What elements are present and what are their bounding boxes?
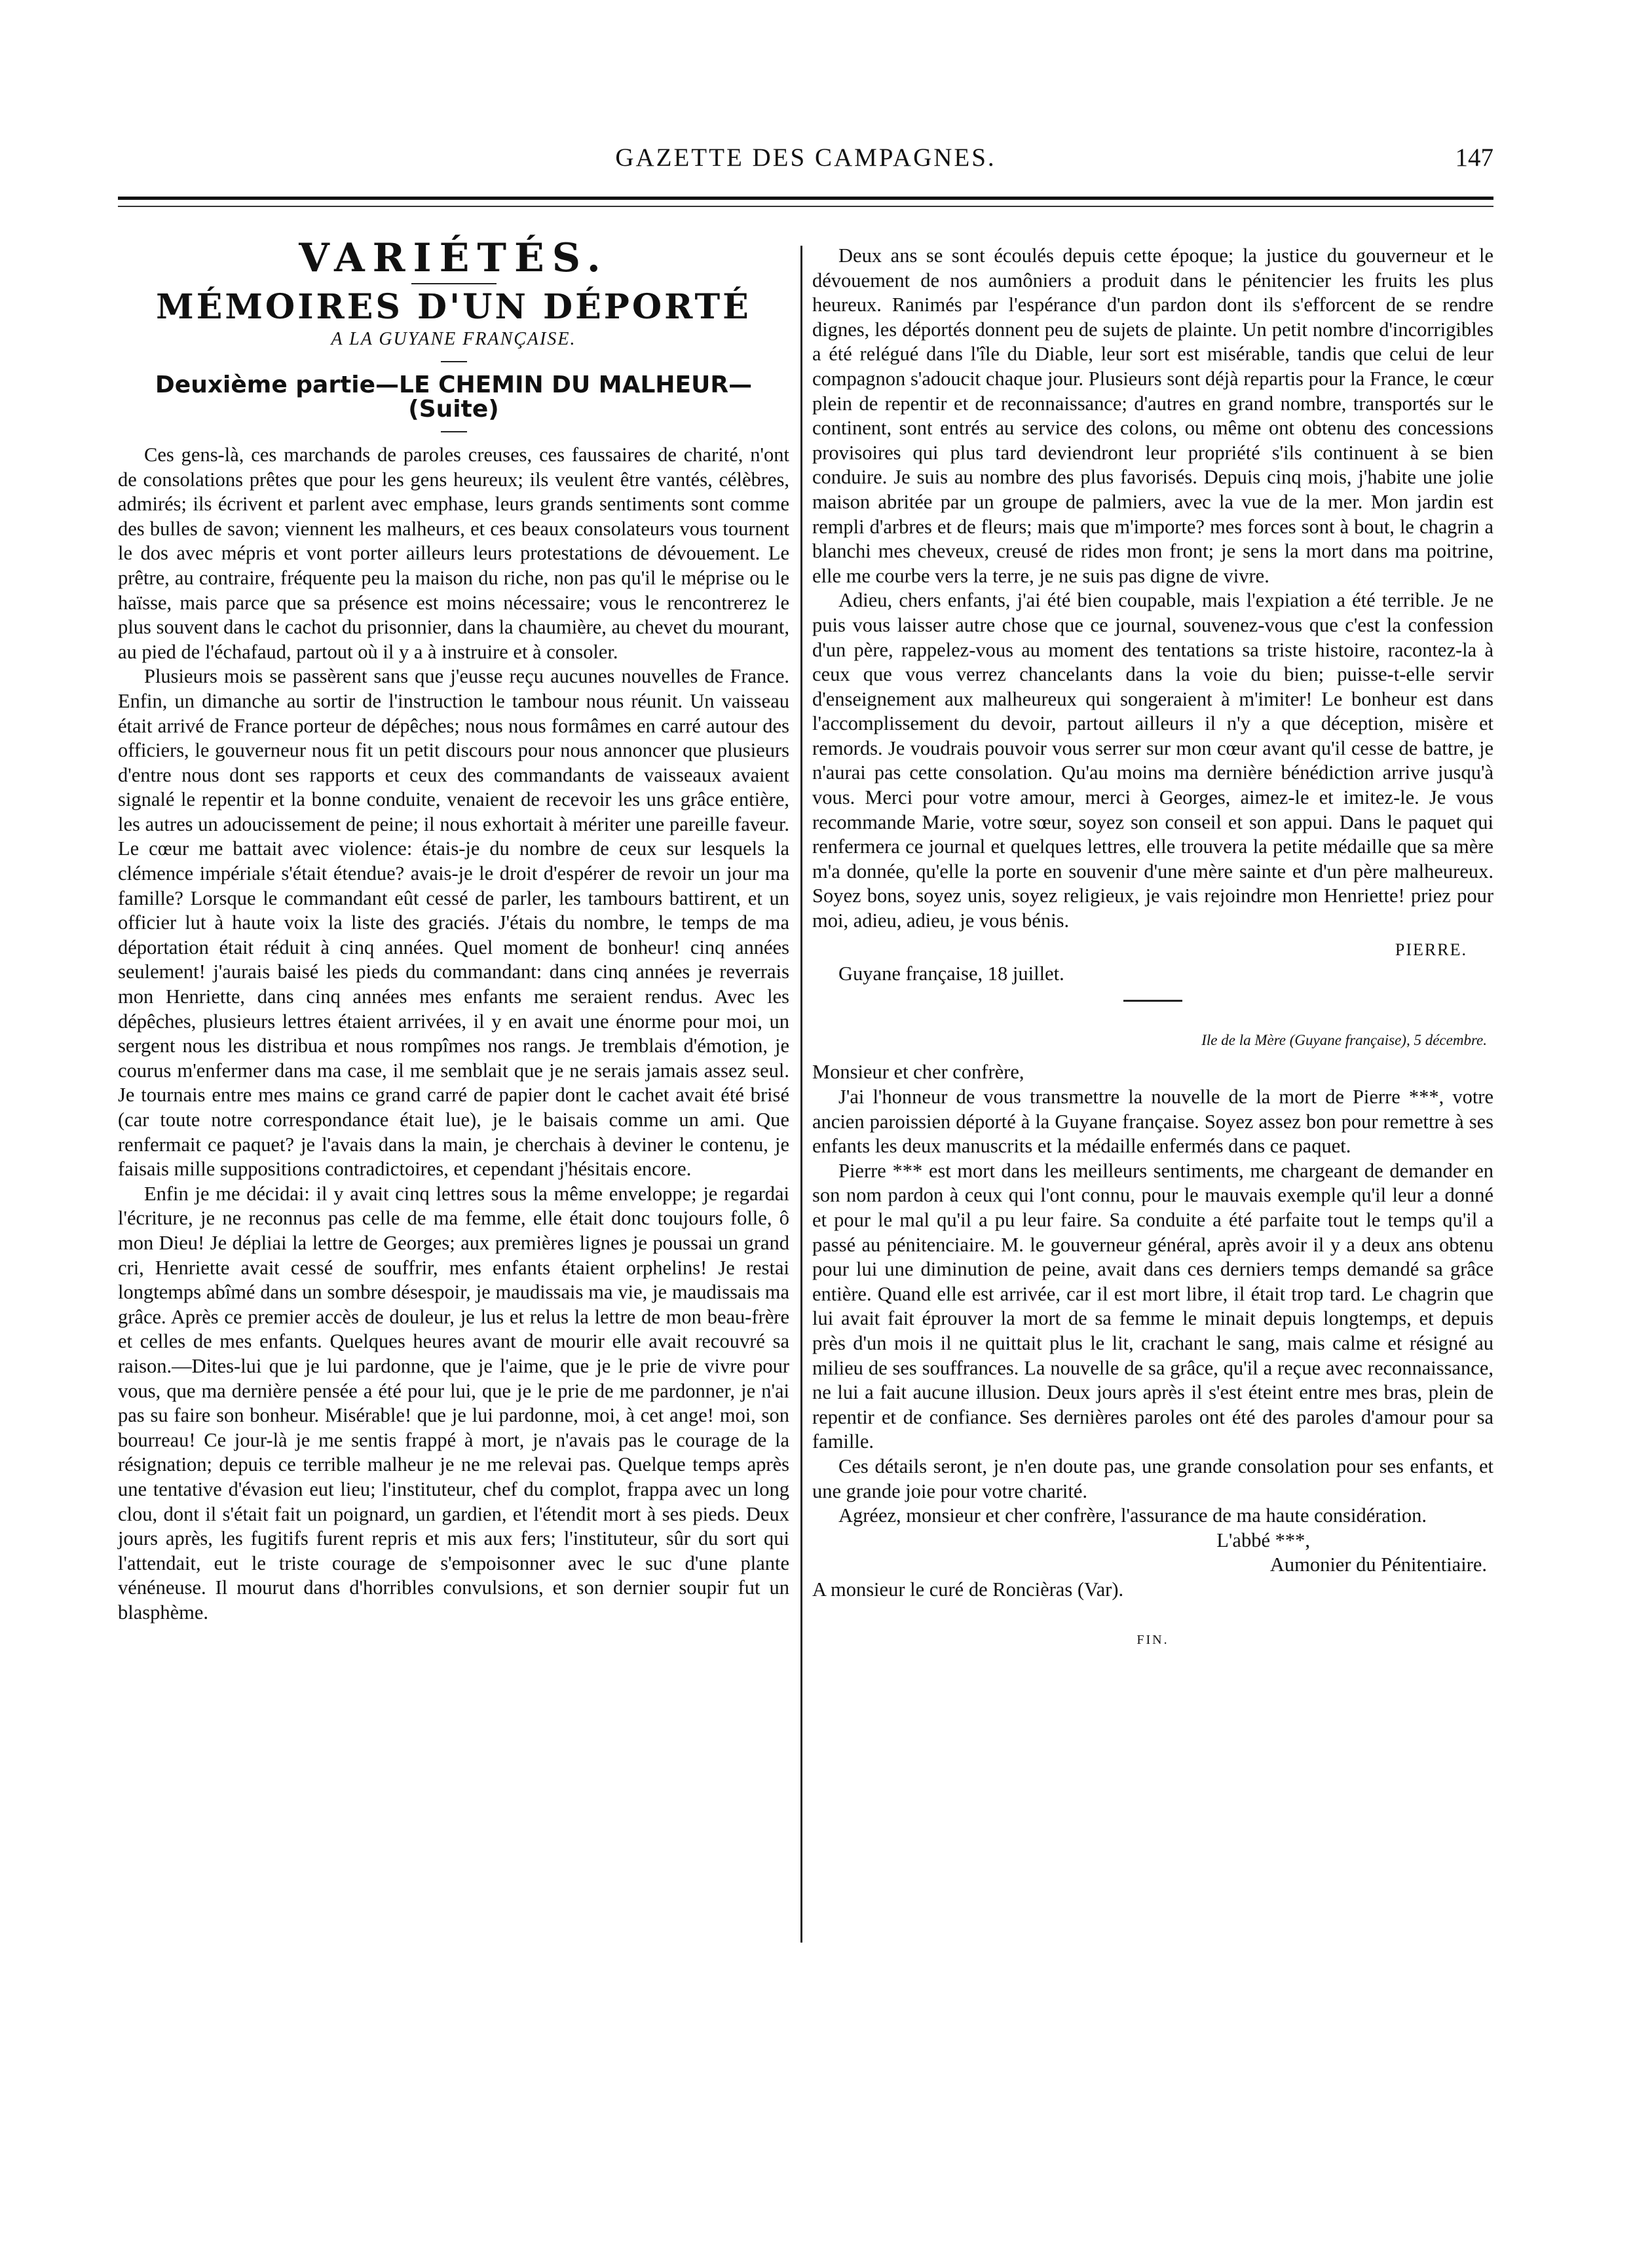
header-rule-thin (118, 206, 1493, 207)
place-date: Guyane française, 18 juillet. (838, 962, 1064, 985)
letter-paragraph: Agréez, monsieur et cher confrère, l'assurance de ma haute considération. (838, 1504, 1427, 1527)
page-header (118, 143, 1493, 180)
left-column (118, 235, 789, 1625)
article-title: MÉMOIRES D'UN DÉPORTÉ (156, 286, 751, 327)
paragraph: Plusieurs mois se passèrent sans que j'eusse reçu aucunes nouvelles de France. Enfin, un dimanche au sortir de l'instruction le tambour nous réunit. Un vaisseau était arrivé de France porteur de dépêches; nous nous formâmes en carré autour des officiers, le gouverneur nous fit un petit discours pour nous annoncer que plusieurs d'entre nous dont ses rapports et ceux des commandants de vaisseaux avaient signalé le repentir et la bonne conduite, venaient de recevoir les uns grâce entière, les autres un adoucissement de peine; il nous exhortait à mériter une pareille faveur. Le cœur me battait avec violence: étais-je du nombre de ceux sur lesquels la clémence impériale s'était étendue? avais-je le droit d'espérer de revoir un jour ma famille? Lorsque le commandant eût cessé de parler, les tambours battirent, et un officier lut à haute voix la liste des graciés. J'étais du nombre, le temps de ma déportation était réduit à cinq années. Quel moment de bonheur! cinq années seulement! j'aurais baisé les pieds du commandant: dans cinq années je reverrais mon Henriette, dans cinq années mes enfants me seraient rendus. Avec les dépêches, plusieurs lettres étaient arrivées, il y en avait une énorme pour moi, un sergent nous les distribua et nous rompîmes nos rangs. Je tremblais d'émotion, je courus m'enfermer dans ma case, il me semblait que je ne serais jamais assez seul. Je tournais entre mes mains ce grand carré de papier dont le cachet avait été brisé (car toute notre correspondance était lue), je le baisais comme un ami. Que renfermait ce paquet? je l'avais dans la main, je cherchais à deviner le contenu, je faisais mille suppositions contradictoires, et cependant j'hésitais encore. (118, 665, 789, 1181)
letter-address: A monsieur le curé de Roncièras (Var). (812, 1578, 1124, 1601)
article-subtitle: A LA GUYANE FRANÇAISE. (331, 329, 576, 350)
page-number: 147 (1455, 143, 1493, 172)
letter-salutation: Monsieur et cher confrère, (812, 1061, 1024, 1084)
paragraph: Adieu, chers enfants, j'ai été bien coupable, mais l'expiation a été terrible. Je ne puis vous laisser autre chose que ce journal, souvenez-vous que c'est la confession d'un père, rappelez-vous au moment des tentations sa triste histoire, racontez-la à ceux que vous verrez chancelants dans la voie du bien; puisse-t-elle servir d'enseignement aux malheureux qui songeraient à m'imiter! Le bonheur est dans l'accomplissement du devoir, partout ailleurs il n'y a que déception, misère et remords. Je voudrais pouvoir vous serrer sur mon cœur avant qu'il cesse de battre, je n'aurai pas cette consolation. Qu'au moins ma dernière bénédiction arrive jusqu'à vous. Merci pour votre amour, merci à Georges, aimez-le et imitez-le. Je vous recommande Marie, votre sœur, soyez son conseil et son appui. Dans le paquet qui renfermera ce journal et quelques lettres, elle trouvera la petite médaille que sa mère m'a donnée, qu'elle la porte en souvenir d'une mère sainte et d'un père malheureux. Soyez bons, soyez unis, soyez religieux, je vais rejoindre mon Henriette! priez pour moi, adieu, adieu, je vous bénis. (812, 589, 1493, 932)
letter-paragraph: J'ai l'honneur de vous transmettre la nouvelle de la mort de Pierre ***, votre ancien paroissien déporté à la Guyane française. Soyez assez bon pour remettre à ses enfants les deux manuscrits et la médaille enfermés dans ce paquet. (812, 1086, 1493, 1158)
letter-paragraph: Ces détails seront, je n'en doute pas, une grande consolation pour ses enfants, et une grande joie pour votre charité. (812, 1454, 1493, 1502)
running-title: GAZETTE DES CAMPAGNES. (615, 143, 996, 172)
fin-mark: FIN. (1136, 1633, 1169, 1648)
header-rule (118, 197, 1493, 200)
letter-signature: L'abbé ***, (1216, 1529, 1310, 1551)
subtitle-rule (441, 361, 467, 362)
part-rule (441, 431, 467, 432)
column-divider (800, 246, 802, 1943)
section-title: VARIÉTÉS. (299, 235, 609, 281)
letter-divider (1123, 1000, 1182, 1002)
part-title: Deuxième partie—LE CHEMIN DU MALHEUR—(Suite) (155, 371, 753, 423)
letter-paragraph: Pierre *** est mort dans les meilleurs sentiments, me chargeant de demander en son nom pardon à ceux qui l'ont connu, pour le mauvais exemple qu'il leur a donné et pour le mal qu'il a pu leur faire. Sa conduite a été parfaite tout le temps qu'il a passé au pénitenciaire. M. le gouverneur général, après avoir il y a deux ans obtenu pour lui une diminution de peine, avait dans ces derniers temps demandé sa grâce entière. Quand elle est arrivée, car il est mort libre, il était trop tard. Le chagrin que lui avait fait éprouver la mort de sa femme le minait depuis longtemps, et depuis près d'un mois il ne quittait plus le lit, crachant le sang, mais calme et résigné au milieu de ses souffrances. La nouvelle de sa grâce, qu'il a reçue avec reconnaissance, ne lui a fait aucune illusion. Deux jours après il s'est éteint entre mes bras, plein de repentir et de confiance. Ses dernières paroles ont été des paroles d'amour pour sa famille. (812, 1159, 1493, 1453)
right-column (812, 244, 1493, 1653)
paragraph: Deux ans se sont écoulés depuis cette époque; la justice du gouverneur et le dévouement de nos aumôniers a produit dans le pénitencier les fruits les plus heureux. Ranimés par l'espérance d'un pardon dont ils s'efforcent de se rendre dignes, les déportés donnent peu de sujets de plainte. Un petit nombre d'incorrigibles a été relégué dans l'île du Diable, leur sort est misérable, tandis que celui de leur compagnon s'adoucit chaque jour. Plusieurs sont déjà repartis pour la France, le cœur plein de repentir et de reconnaissance; d'autres en grand nombre, transportés sur le continent, sont entrés au service des colons, ou même ont obtenu des concessions provisoires qui plus tard deviendront leur propriété s'ils continuent à se bien conduire. Je suis au nombre des plus favorisés. Depuis cinq mois, j'habite une jolie maison abritée par un groupe de palmiers, avec la vue de la mer. Mon jardin est rempli d'arbres et de fleurs; mais que m'importe? mes forces sont à bout, le chagrin a blanchi mes cheveux, creusé de rides mon front; je sens la mort dans ma poitrine, elle me courbe vers la terre, je ne suis pas digne de vivre. (812, 244, 1493, 587)
letter-role: Aumonier du Pénitentiaire. (1269, 1553, 1487, 1576)
signature: PIERRE. (1395, 940, 1467, 959)
section-rule (411, 283, 497, 284)
paragraph: Enfin je me décidai: il y avait cinq lettres sous la même enveloppe; je regardai l'écriture, je ne reconnus pas celle de ma femme, elle était donc toujours folle, ô mon Dieu! Je dépliai la lettre de Georges; aux premières lignes je poussai un grand cri, Henriette avait cessé de souffrir, mes enfants étaient orphelins! Je restai longtemps abîmé dans un sombre désespoir, je maudissais ma vie, je maudissais ma grâce. Après ce premier accès de douleur, je lus et relus la lettre de mon beau-frère et celles de mes enfants. Quelques heures avant de mourir elle avait recouvré sa raison.—Dites-lui que je lui pardonne, que je l'aime, que je le prie de vivre pour vous, que ma dernière pensée a été pour lui, que je le prie de me pardonner, je n'ai pas su faire son bonheur. Misérable! que je lui pardonne, moi, à cet ange! moi, son bourreau! Ce jour-là je me sentis frappé à mort, je n'avais pas le courage de la résignation; depuis ce terrible malheur je ne me relevai pas. Quelque temps après une tentative d'évasion eut lieu; l'instituteur, chef du complot, frappa avec un long clou, dont il s'était fait un poignard, un gardien, et l'étendit mort à ses pieds. Deux jours après, les fugitifs furent repris et mis aux fers; l'instituteur, sûr du sort qui l'attendait, eut le triste courage de s'empoisonner avec le suc d'une plante vénéneuse. Il mourut dans d'horribles convulsions, et son dernier soupir fut un blasphème. (118, 1182, 789, 1624)
letter-dateline: Ile de la Mère (Guyane française), 5 décembre. (1201, 1031, 1487, 1048)
paragraph: Ces gens-là, ces marchands de paroles creuses, ces faussaires de charité, n'ont de consolations prêtes que pour les gens heureux; ils veulent être vantés, célèbres, admirés; ils écrivent et parlent avec emphase, leurs grands sentiments sont comme des bulles de savon; viennent les malheurs, et ces beaux consolateurs vous tournent le dos avec mépris et vont porter ailleurs leurs protestations de dévouement. Le prêtre, au contraire, fréquente peu la maison du riche, non pas qu'il le méprise ou le haïsse, mais parce que sa présence est moins nécessaire; vous le rencontrerez le plus souvent dans le cachot du prisonnier, dans la chaumière, au chevet du mourant, au pied de l'échafaud, partout où il y a à instruire et à consoler. (118, 443, 789, 663)
